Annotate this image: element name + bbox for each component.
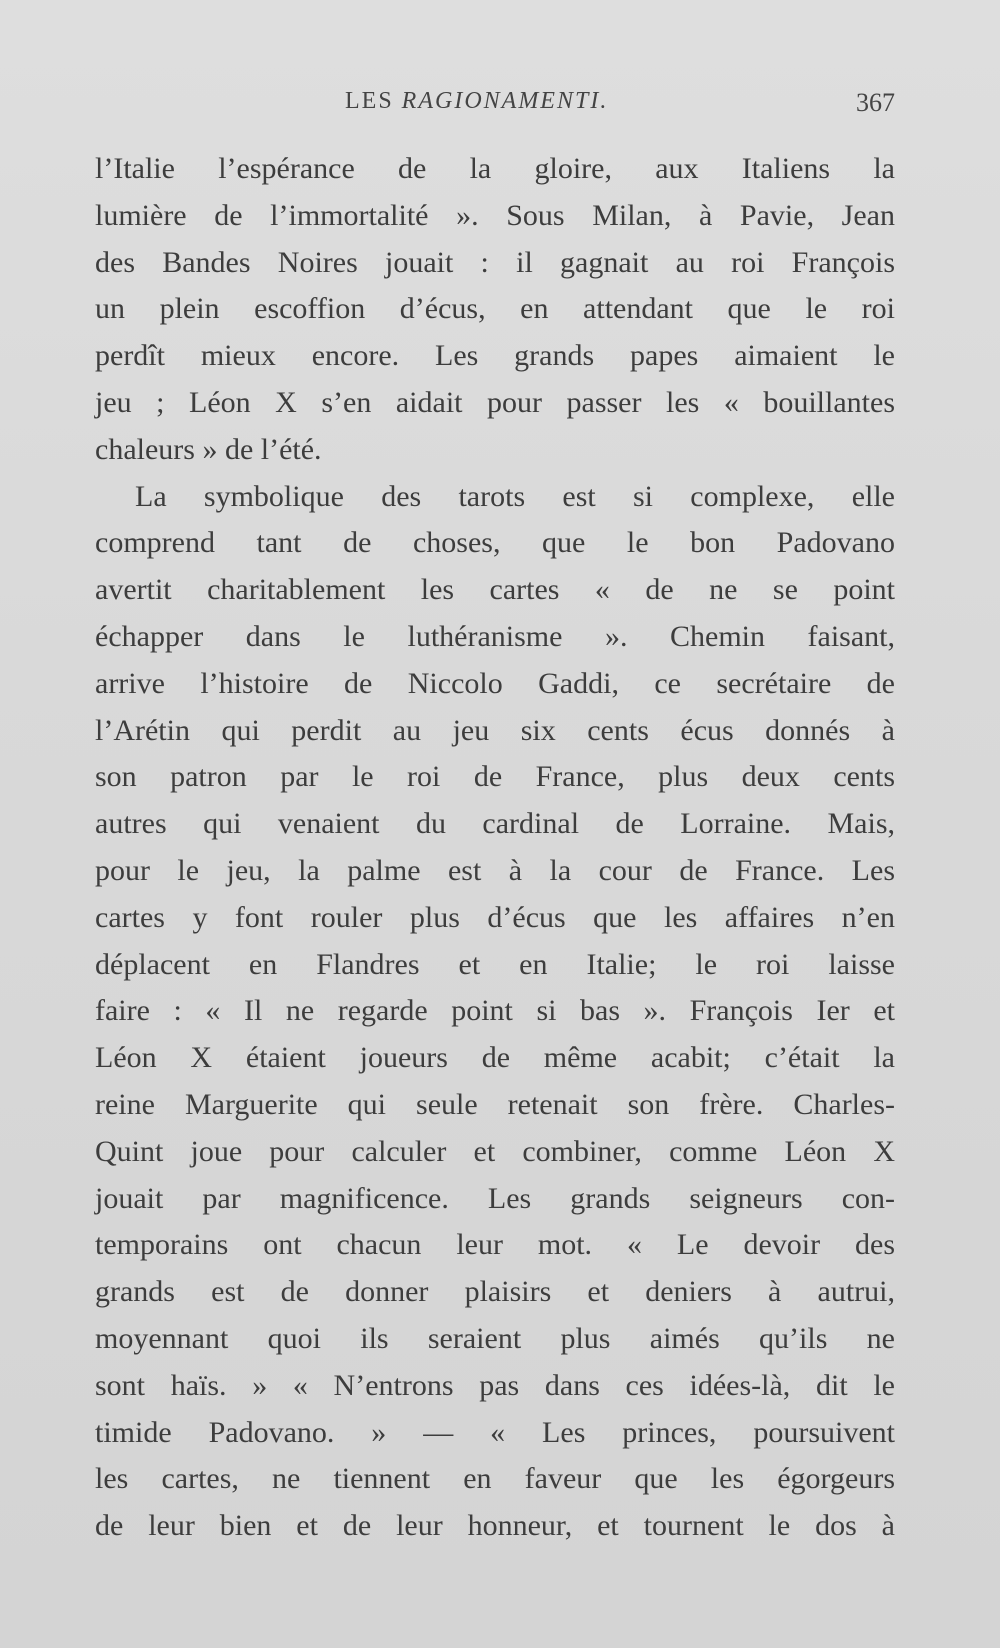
text-line: temporains ont chacun leur mot. « Le devoir des — [95, 1228, 895, 1262]
text-line: Léon X étaient joueurs de même acabit; c’était la — [95, 1041, 895, 1075]
page-number: 367 — [856, 88, 895, 117]
text-line: Quint joue pour calculer et combiner, comme Léon X — [95, 1134, 895, 1168]
text-line: l’Italie l’espérance de la gloire, aux Italiens la — [95, 152, 895, 185]
page-header — [95, 88, 895, 128]
text-line: La symbolique des tarots est si complexe, elle — [135, 479, 895, 513]
text-line: son patron par le roi de France, plus deux cents — [95, 760, 895, 794]
text-line: jeu ; Léon X s’en aidait pour passer les « bouillantes — [95, 385, 895, 419]
text-line: reine Marguerite qui seule retenait son frère. Charles- — [95, 1087, 895, 1121]
text-line: avertit charitablement les cartes « de ne se point — [95, 573, 895, 607]
text-line: faire : « Il ne regarde point si bas ». François Ier et — [95, 994, 895, 1028]
text-line: des Bandes Noires jouait : il gagnait au roi François — [95, 245, 895, 279]
text-line: comprend tant de choses, que le bon Padovano — [95, 526, 895, 560]
running-title-prefix: LES — [345, 88, 402, 114]
running-title-italic: RAGIONAMENTI. — [401, 88, 609, 114]
running-title — [345, 88, 608, 115]
text-line: cartes y font rouler plus d’écus que les affaires n’en — [95, 900, 895, 934]
text-line: arrive l’histoire de Niccolo Gaddi, ce secrétaire de — [95, 666, 895, 700]
body-text — [95, 146, 895, 1550]
text-line: déplacent en Flandres et en Italie; le roi laisse — [95, 947, 895, 981]
text-line: les cartes, ne tiennent en faveur que les égorgeurs — [95, 1462, 895, 1496]
text-line: timide Padovano. » — « Les princes, poursuivent — [95, 1415, 895, 1449]
text-line: jouait par magnificence. Les grands seigneurs con- — [95, 1181, 895, 1215]
text-line: échapper dans le luthéranisme ». Chemin faisant, — [95, 619, 895, 653]
text-line: sont haïs. » « N’entrons pas dans ces idées-là, dit le — [95, 1368, 895, 1402]
text-line: un plein escoffion d’écus, en attendant que le roi — [95, 292, 895, 326]
text-line: lumière de l’immortalité ». Sous Milan, à Pavie, Jean — [95, 198, 895, 232]
text-line: pour le jeu, la palme est à la cour de France. Les — [95, 853, 895, 887]
text-line: perdît mieux encore. Les grands papes aimaient le — [95, 339, 895, 373]
text-line: moyennant quoi ils seraient plus aimés qu’ils ne — [95, 1321, 895, 1355]
text-line: chaleurs » de l’été. — [95, 432, 322, 466]
text-line: autres qui venaient du cardinal de Lorraine. Mais, — [95, 807, 895, 841]
text-line: de leur bien et de leur honneur, et tournent le dos à — [95, 1509, 895, 1543]
text-line: grands est de donner plaisirs et deniers à autrui, — [95, 1275, 895, 1309]
text-line: l’Arétin qui perdit au jeu six cents écus donnés à — [95, 713, 895, 747]
